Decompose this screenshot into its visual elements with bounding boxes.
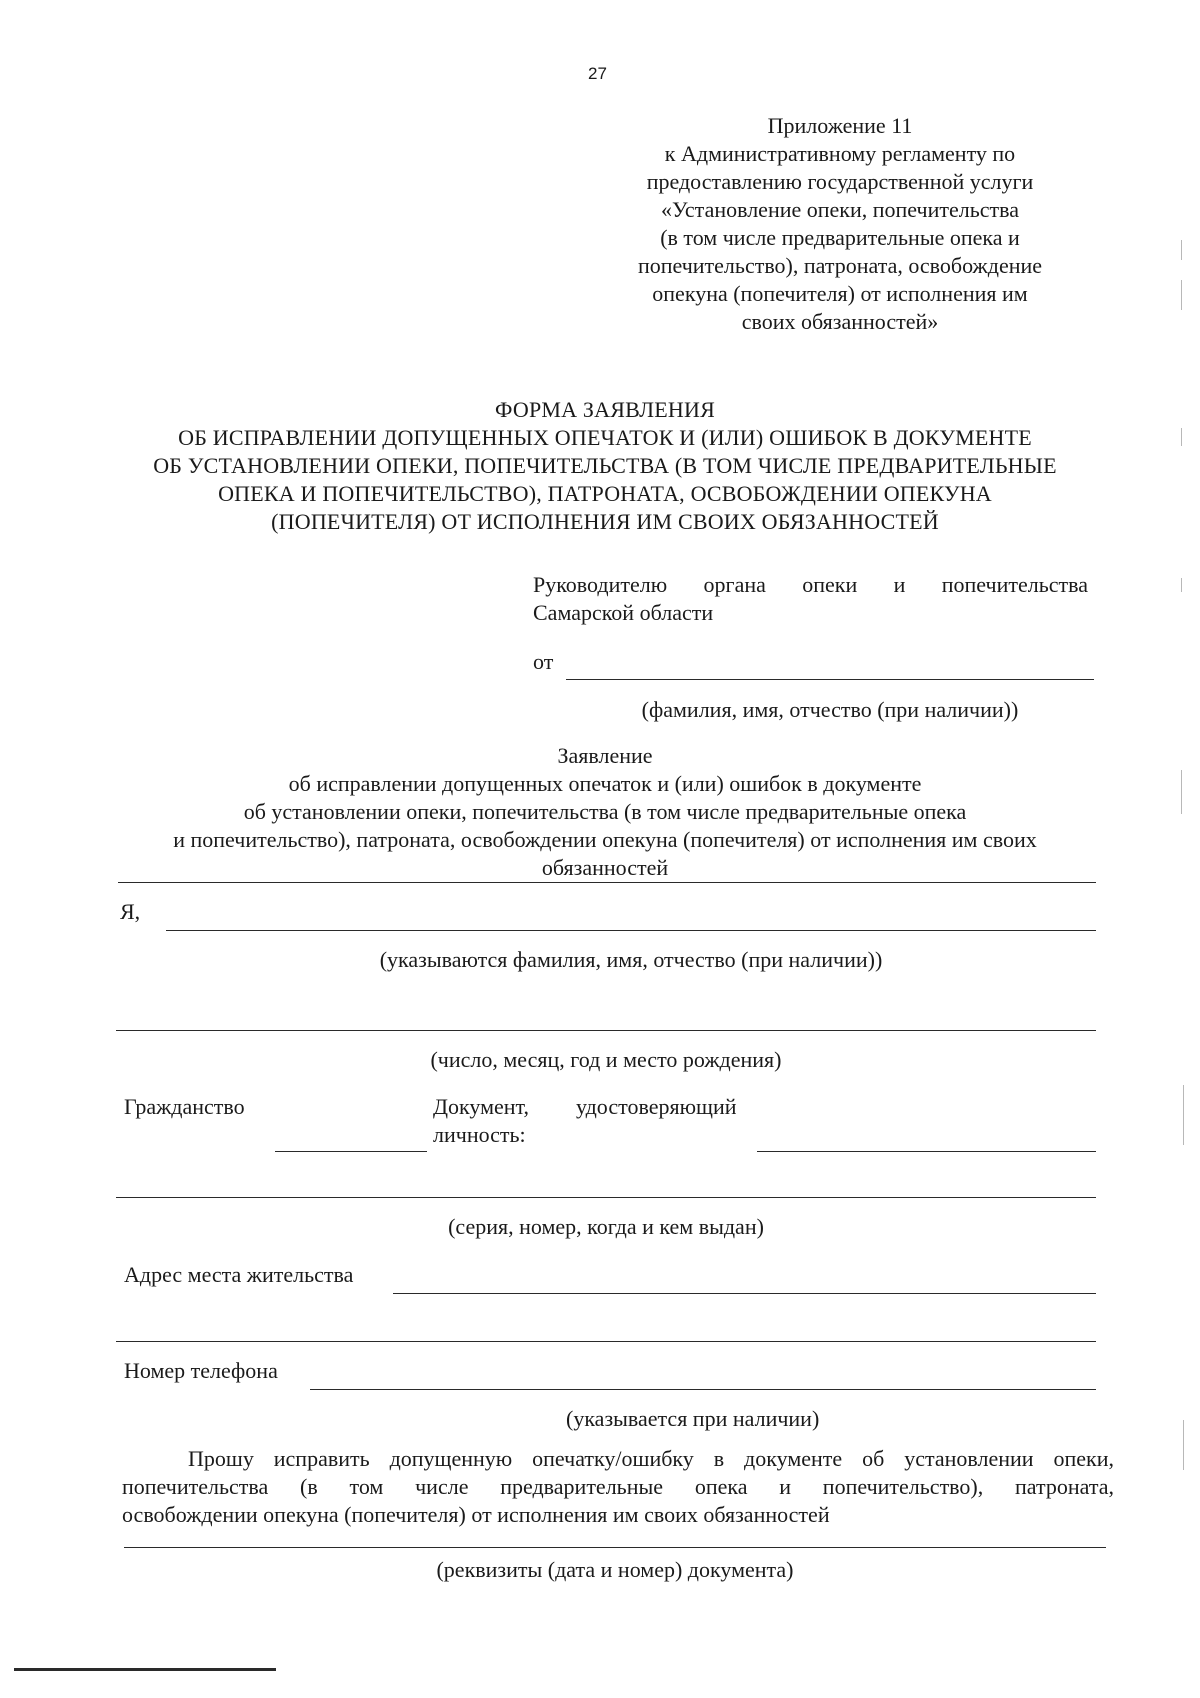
applicant-fio-field[interactable]	[166, 930, 1096, 931]
appendix-line: к Административному регламенту по	[664, 141, 1016, 166]
statement-title-line: Заявление	[557, 743, 653, 768]
appendix-line: своих обязанностей»	[741, 309, 939, 334]
request-line-1: Прошу исправить допущенную опечатку/ошибку в документе об установлении опеки,	[188, 1446, 1114, 1471]
appendix-block	[600, 112, 1080, 336]
from-label: от	[533, 649, 554, 674]
citizenship-field[interactable]	[275, 1151, 427, 1152]
appendix-line: попечительство), патроната, освобождение	[637, 253, 1043, 278]
passport-field[interactable]	[116, 1197, 1096, 1198]
addressee-line-2: Самарской области	[533, 600, 714, 625]
separator-line	[118, 882, 1096, 883]
scan-artifact	[1181, 280, 1182, 310]
form-title-line: ОБ УСТАНОВЛЕНИИ ОПЕКИ, ПОПЕЧИТЕЛЬСТВА (В ТОМ ЧИСЛЕ ПРЕДВАРИТЕЛЬНЫЕ	[153, 453, 1057, 478]
request-line-2: попечительства (в том числе предварительные опека и попечительство), патроната,	[122, 1474, 1114, 1499]
appendix-line: «Установление опеки, попечительства	[660, 197, 1019, 222]
birth-field[interactable]	[116, 1030, 1096, 1031]
id-doc-label-3: личность:	[433, 1122, 526, 1147]
footnote-rule	[14, 1668, 276, 1671]
scan-artifact	[1183, 1420, 1184, 1470]
phone-hint: (указывается при наличии)	[566, 1406, 820, 1431]
statement-title-line: об установлении опеки, попечительства (в том числе предварительные опека	[243, 799, 967, 824]
form-title-line: ФОРМА ЗАЯВЛЕНИЯ	[495, 397, 715, 422]
address-field[interactable]	[393, 1293, 1096, 1294]
citizenship-label: Гражданство	[124, 1094, 245, 1119]
address-label: Адрес места жительства	[124, 1262, 354, 1287]
form-title-line: ОБ ИСПРАВЛЕНИИ ДОПУЩЕННЫХ ОПЕЧАТОК И (ИЛИ) ОШИБОК В ДОКУМЕНТЕ	[178, 425, 1032, 450]
passport-hint: (серия, номер, когда и кем выдан)	[448, 1214, 764, 1239]
phone-label: Номер телефона	[124, 1358, 278, 1383]
address-field-2[interactable]	[116, 1341, 1096, 1342]
document-details-field[interactable]	[124, 1547, 1106, 1548]
page-number: 27	[588, 64, 607, 83]
from-fio-hint: (фамилия, имя, отчество (при наличии))	[641, 697, 1019, 722]
scan-artifact	[1181, 428, 1182, 446]
form-title-line: (ПОПЕЧИТЕЛЯ) ОТ ИСПОЛНЕНИЯ ИМ СВОИХ ОБЯЗАННОСТЕЙ	[271, 509, 939, 534]
scan-artifact	[1181, 770, 1182, 814]
phone-field[interactable]	[310, 1389, 1096, 1390]
statement-title-line: обязанностей	[541, 855, 669, 880]
scan-artifact	[1183, 1085, 1184, 1145]
id-doc-field[interactable]	[757, 1151, 1096, 1152]
appendix-line: (в том числе предварительные опека и	[660, 225, 1020, 250]
statement-title	[110, 742, 1100, 882]
birth-hint: (число, месяц, год и место рождения)	[430, 1047, 782, 1072]
scan-artifact	[1181, 578, 1182, 592]
request-line-3: освобождении опекуна (попечителя) от исполнения им своих обязанностей	[122, 1502, 830, 1527]
id-doc-label-1: Документ,	[433, 1094, 530, 1119]
statement-title-line: об исправлении допущенных опечаток и (или) ошибок в документе	[288, 771, 922, 796]
from-fio-field[interactable]	[566, 679, 1094, 680]
statement-title-line: и попечительство), патроната, освобождении опекуна (попечителя) от исполнения им своих	[173, 827, 1037, 852]
id-doc-label-2: удостоверяющий	[576, 1094, 737, 1119]
appendix-line: предоставлению государственной услуги	[646, 169, 1034, 194]
scan-artifact	[1181, 240, 1182, 260]
form-title-line: ОПЕКА И ПОПЕЧИТЕЛЬСТВО), ПАТРОНАТА, ОСВОБОЖДЕНИИ ОПЕКУНА	[218, 481, 992, 506]
appendix-line: опекуна (попечителя) от исполнения им	[652, 281, 1028, 306]
appendix-title: Приложение 11	[767, 113, 913, 138]
form-title	[100, 396, 1110, 536]
i-label: Я,	[120, 899, 141, 924]
applicant-fio-hint: (указываются фамилия, имя, отчество (при наличии))	[379, 947, 883, 972]
addressee-line-1: Руководителю органа опеки и попечительства	[533, 572, 1088, 597]
document-details-hint: (реквизиты (дата и номер) документа)	[436, 1557, 794, 1582]
